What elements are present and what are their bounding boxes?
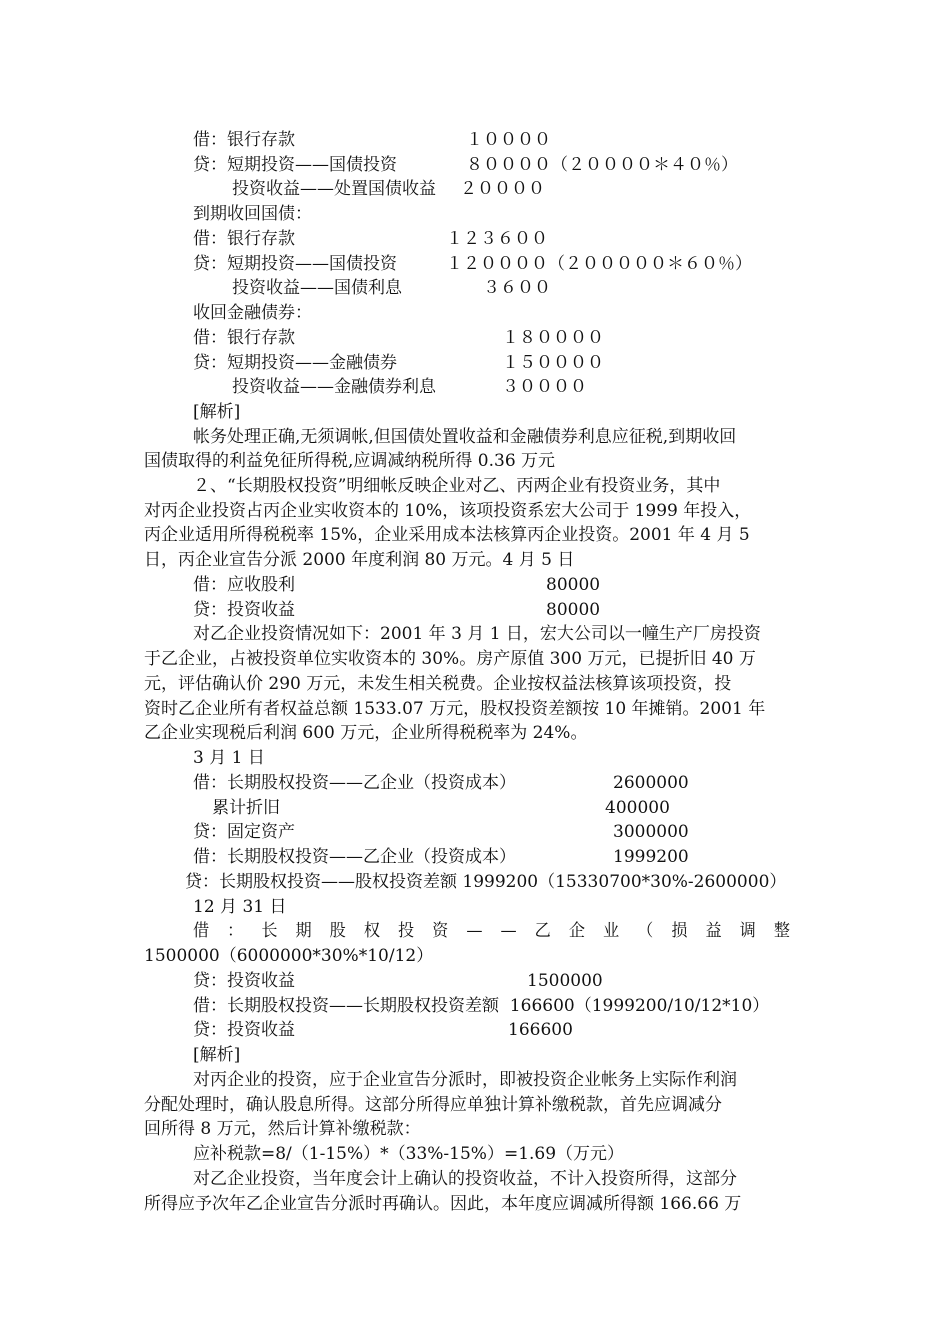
paragraph-line: 所得应予次年乙企业宣告分派时再确认。因此，本年度应调减所得额 166.66 万	[144, 1194, 742, 1214]
journal-amount: 80000	[546, 600, 601, 620]
paragraph-line: 国债取得的利益免征所得税,应调减纳税所得 0.36 万元	[144, 451, 556, 471]
journal-debit-line: 累计折旧	[212, 798, 280, 818]
paragraph-line: 资时乙企业所有者权益总额 1533.07 万元，股权投资差额按 10 年摊销。2001 年	[144, 699, 766, 719]
journal-amount: 166600	[508, 1020, 573, 1040]
journal-debit-line: 借：银行存款	[193, 130, 295, 150]
journal-debit-line: 借：应收股利	[193, 575, 295, 595]
journal-amount: 1500000（6000000*30%*10/12）	[144, 946, 434, 966]
journal-debit-line: 借：银行存款	[193, 328, 295, 348]
journal-amount: 1500000	[527, 971, 603, 991]
journal-credit-line: 贷：短期投资——国债投资	[193, 254, 397, 274]
journal-amount: １５００００	[502, 353, 604, 373]
date-label: 3 月 1 日	[193, 748, 265, 768]
paragraph-line: 乙企业实现税后利润 600 万元，企业所得税税率为 24%。	[144, 723, 588, 743]
paragraph-line: 对丙企业的投资，应于企业宣告分派时，即被投资企业帐务上实际作利润	[193, 1070, 737, 1090]
paragraph-line: 分配处理时，确认股息所得。这部分所得应单独计算补缴税款，首先应调减分	[144, 1095, 722, 1115]
journal-credit-line: 贷：长期股权投资——股权投资差额 1999200（15330700*30%-2600000）	[185, 872, 787, 892]
journal-amount: ８００００（２００００＊４０％）	[466, 155, 738, 175]
journal-amount: ３００００	[502, 377, 587, 397]
paragraph-line: 对乙企业投资，当年度会计上确认的投资收益，不计入投资所得，这部分	[193, 1169, 737, 1189]
paragraph-line: 丙企业适用所得税税率 15%，企业采用成本法核算丙企业投资。2001 年 4 月 5	[144, 525, 750, 545]
analysis-heading: [解析]	[193, 402, 241, 422]
paragraph-line: 对乙企业投资情况如下：2001 年 3 月 1 日，宏大公司以一幢生产厂房投资	[193, 624, 761, 644]
journal-credit-line: 贷：投资收益	[193, 971, 295, 991]
journal-amount: １００００	[466, 130, 551, 150]
journal-amount: 80000	[546, 575, 601, 595]
formula-line: 应补税款=8/（1-15%）*（33%-15%）=1.69（万元）	[193, 1144, 625, 1164]
paragraph-line: ２、“长期股权投资”明细帐反映企业对乙、丙两企业有投资业务，其中	[193, 476, 721, 496]
journal-amount: １２３６００	[446, 229, 548, 249]
journal-amount: 3000000	[613, 822, 689, 842]
journal-debit-line: 借：长期股权投资——乙企业（投资成本）	[193, 847, 516, 867]
section-label: 收回金融债券：	[193, 303, 312, 323]
journal-credit-line: 贷：投资收益	[193, 600, 295, 620]
journal-amount: 400000	[605, 798, 670, 818]
journal-debit-line: 借：长期股权投资——乙企业（投资成本）	[193, 773, 516, 793]
journal-credit-line: 贷：短期投资——国债投资	[193, 155, 397, 175]
journal-credit-line: 投资收益——国债利息	[232, 278, 402, 298]
section-label: 到期收回国债：	[193, 204, 312, 224]
journal-amount: ２００００	[460, 179, 545, 199]
journal-amount: １２００００（２０００００＊６０％）	[446, 254, 752, 274]
paragraph-line: 元，评估确认价 290 万元，未发生相关税费。企业按权益法核算该项投资，投	[144, 674, 732, 694]
analysis-heading: [解析]	[193, 1045, 241, 1065]
journal-amount: １８００００	[502, 328, 604, 348]
journal-credit-line: 投资收益——金融债券利息	[232, 377, 436, 397]
paragraph-line: 回所得 8 万元，然后计算补缴税款：	[144, 1119, 421, 1139]
paragraph-line: 于乙企业，占被投资单位实收资本的 30%。房产原值 300 万元，已提折旧 40 万	[144, 649, 756, 669]
paragraph-line: 帐务处理正确,无须调帐,但国债处置收益和金融债券利息应征税,到期收回	[193, 427, 737, 447]
journal-credit-line: 贷：固定资产	[193, 822, 295, 842]
journal-amount: 1999200	[613, 847, 689, 867]
paragraph-line: 对丙企业投资占丙企业实收资本的 10%，该项投资系宏大公司于 1999 年投入，	[144, 501, 752, 521]
journal-credit-line: 投资收益——处置国债收益	[232, 179, 436, 199]
journal-debit-line: 借：长期股权投资——乙企业（损益调整	[193, 921, 808, 941]
journal-amount: ３６００	[483, 278, 551, 298]
journal-credit-line: 贷：短期投资——金融债券	[193, 353, 397, 373]
journal-debit-line: 借：长期股权投资——长期股权投资差额 166600（1999200/10/12*10）	[193, 996, 770, 1016]
journal-debit-line: 借：银行存款	[193, 229, 295, 249]
paragraph-line: 日，丙企业宣告分派 2000 年度利润 80 万元。4 月 5 日	[144, 550, 575, 570]
journal-amount: 2600000	[613, 773, 689, 793]
date-label: 12 月 31 日	[193, 897, 287, 917]
journal-credit-line: 贷：投资收益	[193, 1020, 295, 1040]
